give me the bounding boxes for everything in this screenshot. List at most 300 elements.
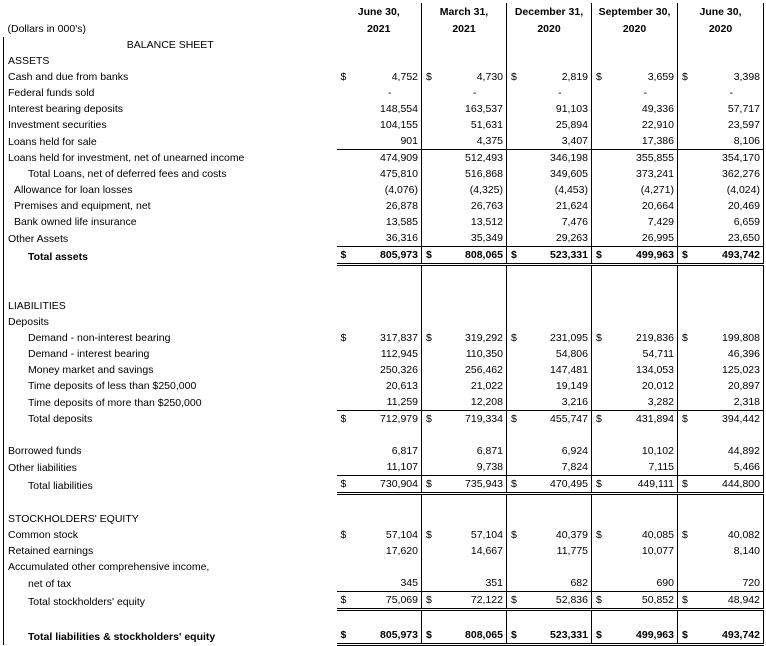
- cell-value: 516,868: [444, 166, 507, 182]
- table-row: [4, 362, 764, 378]
- cell-value: 3,659: [614, 69, 678, 85]
- currency-symbol: [678, 394, 700, 411]
- currency-symbol: [422, 394, 444, 411]
- currency-symbol: [592, 346, 614, 362]
- cell-value: 11,259: [359, 394, 422, 411]
- currency-symbol: [678, 150, 700, 167]
- cell-value: 499,963: [614, 627, 678, 645]
- currency-symbol: $: [340, 413, 347, 425]
- row-label: Time deposits of less than $250,000: [4, 378, 337, 394]
- currency-symbol: [507, 378, 529, 394]
- cell-value: 523,331: [529, 627, 592, 645]
- cell-value: 36,316: [359, 230, 422, 247]
- currency-symbol: [678, 198, 700, 214]
- row-label: Borrowed funds: [4, 443, 337, 459]
- cell-value: 6,871: [444, 443, 507, 459]
- currency-symbol: [592, 117, 614, 133]
- cell-value: 346,198: [529, 150, 592, 167]
- table-row: [4, 411, 764, 428]
- currency-symbol: [337, 378, 359, 394]
- cell-value: 21,022: [444, 378, 507, 394]
- cell-value: 35,349: [444, 230, 507, 247]
- cell-value: 29,263: [529, 230, 592, 247]
- currency-symbol: [507, 85, 529, 101]
- currency-symbol: $: [596, 71, 602, 83]
- cell-value: 23,650: [700, 230, 764, 247]
- currency-symbol: [337, 543, 359, 559]
- currency-symbol: [678, 378, 700, 394]
- cell-value: 20,664: [614, 198, 678, 214]
- currency-symbol: [507, 182, 529, 198]
- cell-value: 351: [444, 575, 507, 592]
- row-label: Loans held for sale: [4, 133, 337, 150]
- currency-symbol: $: [422, 592, 444, 610]
- table-row: [4, 459, 764, 476]
- cell-value: 22,910: [614, 117, 678, 133]
- balance-sheet-table: [3, 3, 764, 646]
- currency-symbol: $: [596, 413, 602, 425]
- table-row: [4, 592, 764, 610]
- cell-value: 40,379: [529, 527, 592, 543]
- currency-symbol: $: [511, 71, 517, 83]
- currency-symbol: [678, 214, 700, 230]
- currency-symbol: [507, 230, 529, 247]
- currency-symbol: $: [337, 592, 359, 610]
- currency-symbol: [337, 85, 359, 101]
- cell-value: 23,597: [700, 117, 764, 133]
- currency-symbol: [422, 117, 444, 133]
- section-label: ASSETS: [4, 53, 337, 69]
- table-row: [4, 527, 764, 543]
- row-label: Demand - non-interest bearing: [4, 330, 337, 346]
- currency-symbol: [507, 150, 529, 167]
- cell-value: 2,318: [700, 394, 764, 411]
- row-label: Total liabilities: [4, 476, 337, 494]
- currency-symbol: $: [426, 71, 432, 83]
- currency-symbol: [422, 230, 444, 247]
- cell-value: 25,894: [529, 117, 592, 133]
- cell-value: 46,396: [700, 346, 764, 362]
- currency-symbol: [422, 214, 444, 230]
- table-row: [4, 627, 764, 645]
- currency-symbol: [678, 362, 700, 378]
- currency-symbol: $: [422, 476, 444, 494]
- currency-symbol: [337, 230, 359, 247]
- currency-symbol: [507, 443, 529, 459]
- cell-value: -: [529, 85, 592, 101]
- cell-value: 431,894: [614, 411, 678, 428]
- cell-value: 51,631: [444, 117, 507, 133]
- currency-symbol: [337, 117, 359, 133]
- cell-value: 148,554: [359, 101, 422, 117]
- section-label: Deposits: [4, 314, 337, 330]
- row-label: Allowance for loan losses: [4, 182, 337, 198]
- currency-symbol: [592, 101, 614, 117]
- row-label: Cash and due from banks: [4, 69, 337, 85]
- table-row: [4, 117, 764, 133]
- currency-symbol: [337, 101, 359, 117]
- cell-value: 2,819: [529, 69, 592, 85]
- table-row: [4, 20, 764, 37]
- cell-value: -: [359, 85, 422, 101]
- table-row: [4, 133, 764, 150]
- row-label: Total deposits: [4, 411, 337, 428]
- table-row: [4, 214, 764, 230]
- currency-symbol: [507, 394, 529, 411]
- cell-value: 805,973: [359, 627, 422, 645]
- cell-value: 682: [529, 575, 592, 592]
- currency-symbol: $: [678, 627, 700, 645]
- currency-symbol: $: [507, 247, 529, 265]
- table-row: [4, 427, 764, 443]
- cell-value: 17,620: [359, 543, 422, 559]
- currency-symbol: $: [507, 627, 529, 645]
- cell-value: 475,810: [359, 166, 422, 182]
- currency-symbol: $: [678, 592, 700, 610]
- cell-value: 52,836: [529, 592, 592, 610]
- currency-symbol: [422, 150, 444, 167]
- currency-symbol: $: [678, 247, 700, 265]
- cell-value: 719,334: [444, 411, 507, 428]
- cell-value: 349,605: [529, 166, 592, 182]
- currency-symbol: [507, 166, 529, 182]
- cell-value: 712,979: [359, 411, 422, 428]
- cell-value: 7,115: [614, 459, 678, 476]
- currency-symbol: $: [592, 627, 614, 645]
- table-row: [4, 610, 764, 628]
- cell-value: 523,331: [529, 247, 592, 265]
- table-row: [4, 575, 764, 592]
- row-label: Demand - interest bearing: [4, 346, 337, 362]
- table-row: [4, 559, 764, 575]
- cell-value: 901: [359, 133, 422, 150]
- currency-symbol: [422, 362, 444, 378]
- table-row: [4, 494, 764, 512]
- cell-value: 394,442: [700, 411, 764, 428]
- currency-symbol: $: [340, 71, 347, 83]
- cell-value: 17,386: [614, 133, 678, 150]
- section-label: LIABILITIES: [4, 298, 337, 314]
- cell-value: 49,336: [614, 101, 678, 117]
- table-row: [4, 247, 764, 265]
- column-header: June 30,: [337, 3, 422, 20]
- cell-value: 21,624: [529, 198, 592, 214]
- cell-value: 44,892: [700, 443, 764, 459]
- row-label: Premises and equipment, net: [4, 198, 337, 214]
- cell-value: 11,775: [529, 543, 592, 559]
- currency-symbol: [337, 362, 359, 378]
- currency-symbol: [337, 166, 359, 182]
- cell-value: (4,453): [529, 182, 592, 198]
- cell-value: 13,512: [444, 214, 507, 230]
- currency-symbol: [337, 459, 359, 476]
- currency-symbol: [507, 362, 529, 378]
- row-label: Loans held for investment, net of unearned income: [4, 150, 337, 167]
- cell-value: 20,469: [700, 198, 764, 214]
- row-label: Other liabilities: [4, 459, 337, 476]
- currency-symbol: $: [337, 476, 359, 494]
- table-row: [4, 298, 764, 314]
- currency-symbol: [337, 150, 359, 167]
- currency-symbol: [337, 198, 359, 214]
- currency-symbol: [507, 575, 529, 592]
- cell-value: 50,852: [614, 592, 678, 610]
- row-label: Time deposits of more than $250,000: [4, 394, 337, 411]
- row-label: Total liabilities & stockholders' equity: [4, 627, 337, 645]
- table-row: [4, 85, 764, 101]
- cell-value: 345: [359, 575, 422, 592]
- cell-value: 6,659: [700, 214, 764, 230]
- cell-value: 256,462: [444, 362, 507, 378]
- cell-value: 808,065: [444, 627, 507, 645]
- currency-symbol: $: [596, 529, 602, 541]
- row-label: net of tax: [4, 575, 337, 592]
- column-header: 2021: [422, 20, 507, 37]
- currency-symbol: [592, 150, 614, 167]
- currency-symbol: [592, 394, 614, 411]
- sheet-title: BALANCE SHEET: [4, 37, 337, 53]
- currency-symbol: [592, 362, 614, 378]
- row-label: Other Assets: [4, 230, 337, 247]
- cell-value: 805,973: [359, 247, 422, 265]
- section-label: Accumulated other comprehensive income,: [4, 559, 337, 575]
- currency-symbol: [507, 346, 529, 362]
- currency-symbol: [337, 214, 359, 230]
- cell-value: 499,963: [614, 247, 678, 265]
- column-header: 2020: [678, 20, 764, 37]
- currency-symbol: [592, 214, 614, 230]
- currency-symbol: [337, 133, 359, 150]
- cell-value: 690: [614, 575, 678, 592]
- table-row: [4, 511, 764, 527]
- cell-value: 3,407: [529, 133, 592, 150]
- table-row: [4, 265, 764, 283]
- section-label: STOCKHOLDERS' EQUITY: [4, 511, 337, 527]
- currency-symbol: $: [422, 627, 444, 645]
- cell-value: 354,170: [700, 150, 764, 167]
- currency-symbol: [678, 133, 700, 150]
- cell-value: 250,326: [359, 362, 422, 378]
- cell-value: 493,742: [700, 627, 764, 645]
- currency-symbol: [678, 575, 700, 592]
- currency-symbol: [678, 117, 700, 133]
- currency-symbol: $: [596, 332, 602, 344]
- currency-symbol: $: [511, 332, 517, 344]
- column-header: 2021: [337, 20, 422, 37]
- table-row: [4, 3, 764, 20]
- currency-symbol: [507, 459, 529, 476]
- currency-symbol: [337, 575, 359, 592]
- row-label: Total stockholders' equity: [4, 592, 337, 610]
- column-header: March 31,: [422, 3, 507, 20]
- table-row: [4, 69, 764, 85]
- cell-value: 48,942: [700, 592, 764, 610]
- cell-value: 3,216: [529, 394, 592, 411]
- cell-value: 470,495: [529, 476, 592, 494]
- cell-value: 19,149: [529, 378, 592, 394]
- row-label: Bank owned life insurance: [4, 214, 337, 230]
- currency-symbol: $: [682, 529, 688, 541]
- row-label: Retained earnings: [4, 543, 337, 559]
- cell-value: 3,282: [614, 394, 678, 411]
- row-label: Total assets: [4, 247, 337, 265]
- currency-symbol: $: [422, 247, 444, 265]
- row-label: Common stock: [4, 527, 337, 543]
- currency-symbol: [422, 346, 444, 362]
- cell-value: 8,140: [700, 543, 764, 559]
- currency-symbol: $: [592, 247, 614, 265]
- currency-symbol: $: [337, 627, 359, 645]
- cell-value: 10,077: [614, 543, 678, 559]
- table-row: [4, 53, 764, 69]
- row-label: Investment securities: [4, 117, 337, 133]
- currency-symbol: $: [507, 592, 529, 610]
- column-header: 2020: [507, 20, 592, 37]
- cell-value: 104,155: [359, 117, 422, 133]
- cell-value: 26,763: [444, 198, 507, 214]
- cell-value: 6,924: [529, 443, 592, 459]
- cell-value: 4,375: [444, 133, 507, 150]
- currency-symbol: $: [426, 332, 432, 344]
- table-row: [4, 330, 764, 346]
- currency-symbol: $: [511, 413, 517, 425]
- currency-symbol: [592, 85, 614, 101]
- currency-symbol: [422, 378, 444, 394]
- currency-symbol: [678, 443, 700, 459]
- cell-value: 13,585: [359, 214, 422, 230]
- column-header: December 31,: [507, 3, 592, 20]
- cell-value: 455,747: [529, 411, 592, 428]
- cell-value: 57,104: [359, 527, 422, 543]
- cell-value: 11,107: [359, 459, 422, 476]
- cell-value: 110,350: [444, 346, 507, 362]
- cell-value: 91,103: [529, 101, 592, 117]
- cell-value: (4,024): [700, 182, 764, 198]
- currency-symbol: [422, 459, 444, 476]
- cell-value: 40,085: [614, 527, 678, 543]
- cell-value: 9,738: [444, 459, 507, 476]
- cell-value: 8,106: [700, 133, 764, 150]
- cell-value: 219,836: [614, 330, 678, 346]
- table-row: [4, 394, 764, 411]
- currency-symbol: [422, 575, 444, 592]
- column-header: 2020: [592, 20, 678, 37]
- cell-value: -: [444, 85, 507, 101]
- cell-value: 355,855: [614, 150, 678, 167]
- currency-symbol: [592, 378, 614, 394]
- currency-symbol: $: [340, 529, 347, 541]
- cell-value: 12,208: [444, 394, 507, 411]
- currency-symbol: $: [507, 476, 529, 494]
- cell-value: 147,481: [529, 362, 592, 378]
- table-row: [4, 166, 764, 182]
- cell-value: 231,095: [529, 330, 592, 346]
- table-row: [4, 346, 764, 362]
- cell-value: 20,012: [614, 378, 678, 394]
- currency-symbol: [422, 133, 444, 150]
- column-header: June 30,: [678, 3, 764, 20]
- cell-value: 14,667: [444, 543, 507, 559]
- cell-value: 317,837: [359, 330, 422, 346]
- currency-symbol: [678, 543, 700, 559]
- currency-symbol: [678, 101, 700, 117]
- cell-value: (4,271): [614, 182, 678, 198]
- row-label: Money market and savings: [4, 362, 337, 378]
- cell-value: 512,493: [444, 150, 507, 167]
- currency-symbol: [422, 443, 444, 459]
- currency-symbol: [422, 543, 444, 559]
- cell-value: (4,325): [444, 182, 507, 198]
- cell-value: 26,995: [614, 230, 678, 247]
- currency-symbol: [592, 182, 614, 198]
- cell-value: 54,711: [614, 346, 678, 362]
- currency-symbol: $: [592, 592, 614, 610]
- currency-symbol: $: [678, 476, 700, 494]
- cell-value: 75,069: [359, 592, 422, 610]
- cell-value: 319,292: [444, 330, 507, 346]
- currency-symbol: [507, 198, 529, 214]
- currency-symbol: [507, 543, 529, 559]
- row-label: Interest bearing deposits: [4, 101, 337, 117]
- table-row: [4, 443, 764, 459]
- units-label: (Dollars in 000's): [7, 23, 86, 35]
- cell-value: 373,241: [614, 166, 678, 182]
- table-row: [4, 198, 764, 214]
- cell-value: 735,943: [444, 476, 507, 494]
- currency-symbol: [592, 198, 614, 214]
- currency-symbol: [592, 543, 614, 559]
- currency-symbol: [678, 182, 700, 198]
- currency-symbol: [678, 85, 700, 101]
- cell-value: 57,717: [700, 101, 764, 117]
- currency-symbol: [422, 101, 444, 117]
- cell-value: 362,276: [700, 166, 764, 182]
- cell-value: 40,082: [700, 527, 764, 543]
- cell-value: 444,800: [700, 476, 764, 494]
- cell-value: 72,122: [444, 592, 507, 610]
- cell-value: 54,806: [529, 346, 592, 362]
- currency-symbol: $: [340, 332, 347, 344]
- currency-symbol: [507, 101, 529, 117]
- currency-symbol: [422, 166, 444, 182]
- currency-symbol: [592, 443, 614, 459]
- currency-symbol: $: [426, 413, 432, 425]
- cell-value: 26,878: [359, 198, 422, 214]
- table-row: [4, 543, 764, 559]
- currency-symbol: [422, 182, 444, 198]
- cell-value: 7,824: [529, 459, 592, 476]
- cell-value: 3,398: [700, 69, 764, 85]
- currency-symbol: [592, 575, 614, 592]
- cell-value: 5,466: [700, 459, 764, 476]
- currency-symbol: [592, 133, 614, 150]
- table-row: [4, 230, 764, 247]
- table-row: [4, 150, 764, 167]
- row-label: Total Loans, net of deferred fees and costs: [4, 166, 337, 182]
- cell-value: 730,904: [359, 476, 422, 494]
- currency-symbol: [337, 346, 359, 362]
- currency-symbol: [678, 230, 700, 247]
- table-row: [4, 101, 764, 117]
- currency-symbol: [592, 459, 614, 476]
- currency-symbol: $: [337, 247, 359, 265]
- currency-symbol: [507, 117, 529, 133]
- currency-symbol: [678, 459, 700, 476]
- currency-symbol: $: [682, 71, 688, 83]
- currency-symbol: [507, 133, 529, 150]
- currency-symbol: $: [682, 332, 688, 344]
- cell-value: 10,102: [614, 443, 678, 459]
